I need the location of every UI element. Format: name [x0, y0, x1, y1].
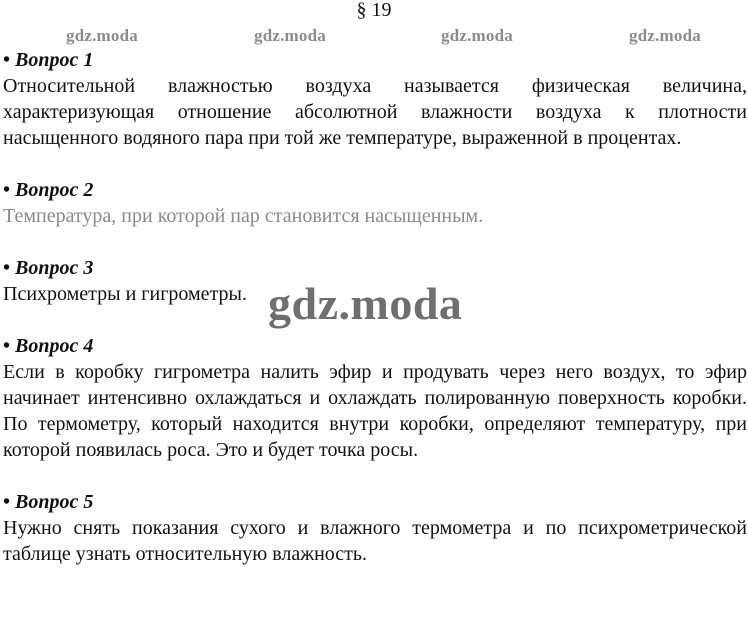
- question-heading-2: [3, 177, 747, 203]
- question-title: Вопрос 1: [15, 49, 94, 71]
- question-title: Вопрос 2: [15, 179, 94, 201]
- question-heading-5: [3, 489, 747, 515]
- answer-text-5: Нужно снять показания сухого и влажного термометра и по психрометрической таблице узнать относительную влажность.: [3, 517, 747, 565]
- answer-text-1: Относительной влажностью воздуха называется физическая величина, характеризующая отношение абсолютной влажности воздуха к плотности насыщенного водяного пара при той же температуре, выраженной в процентах.: [3, 75, 747, 149]
- question-heading-4: [3, 333, 747, 359]
- answer-text-3: Психрометры и гигрометры.: [3, 283, 247, 305]
- spacer: [3, 229, 747, 255]
- question-title: Вопрос 4: [15, 335, 94, 357]
- bullet-icon: •: [3, 49, 11, 71]
- spacer: [3, 151, 747, 177]
- spacer: [3, 463, 747, 489]
- bullet-icon: •: [3, 257, 11, 279]
- watermark-logo: gdz.moda: [268, 278, 463, 329]
- bullet-icon: •: [3, 491, 11, 513]
- watermark-text: gdz.moda: [66, 26, 138, 45]
- section-number: § 19: [356, 0, 392, 21]
- bullet-icon: •: [3, 335, 11, 357]
- question-title: Вопрос 3: [15, 257, 94, 279]
- question-title: Вопрос 5: [15, 491, 94, 513]
- answer-text-2: Температура, при которой пар становится насыщенным.: [3, 205, 484, 227]
- watermark-text: gdz.moda: [254, 26, 326, 45]
- question-heading-1: [3, 47, 747, 73]
- watermark-text: gdz.moda: [441, 26, 513, 45]
- answer-text-4: Если в коробку гигрометра налить эфир и продувать через него воздух, то эфир начинает интенсивно охлаждаться и охлаждать полированную поверхность коробки. По термометру, который находится внутри коробки, определяют температуру, при которой появилась роса. Это и будет точка росы.: [3, 361, 747, 461]
- watermark-text: gdz.moda: [629, 26, 701, 45]
- bullet-icon: •: [3, 179, 11, 201]
- watermark-row: [0, 26, 748, 46]
